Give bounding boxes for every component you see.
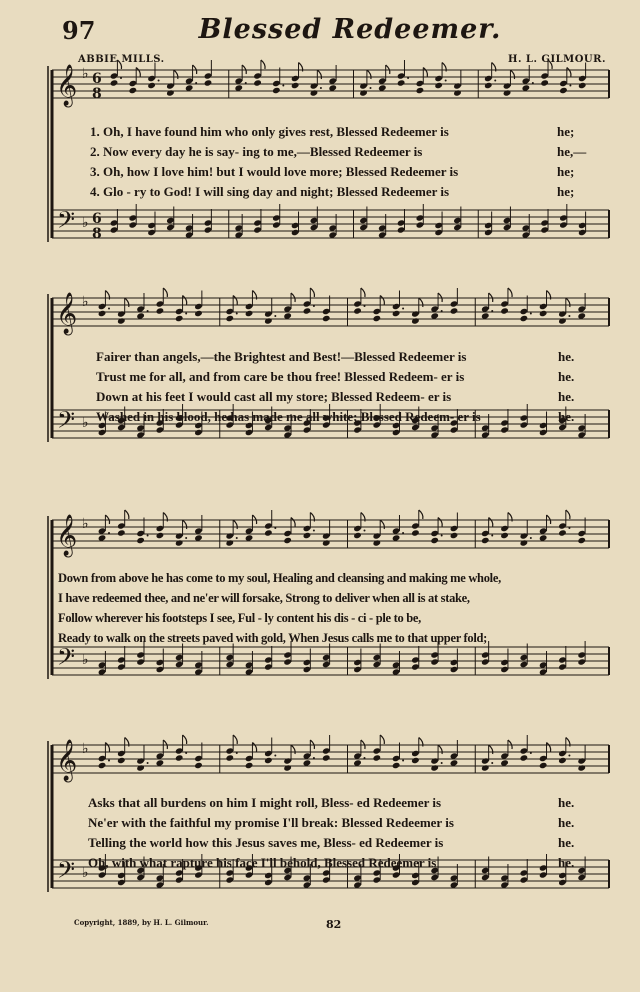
lyric-text: Asks that all burdens on him I might roll, Bless- ed Redeemer is	[88, 795, 442, 810]
note-head	[322, 754, 331, 761]
note-head	[558, 757, 567, 764]
lyric-text: Ready to walk on the streets paved with gold, When Jesus calls me to that upper fold;	[58, 631, 488, 645]
lyric-end-word: he;	[557, 164, 575, 179]
lyric-text: 1. Oh, I have found him who only gives rest, Blessed Redeemer is	[90, 124, 449, 139]
note-head	[283, 537, 292, 544]
note-head	[129, 87, 138, 94]
lyric-line	[88, 815, 454, 831]
time-signature-icon: 8	[92, 86, 102, 102]
note-head	[450, 307, 459, 314]
note-head	[136, 764, 145, 771]
treble-key-flat-icon: ♭	[82, 294, 89, 310]
lyric-line	[58, 631, 487, 646]
note-head	[264, 757, 273, 764]
bass-key-flat-icon: ♭	[82, 652, 89, 668]
lyric-text: Ne'er with the faithful my promise I'll break: Blessed Redeemer is	[88, 815, 454, 830]
hymn-number: 97	[62, 16, 96, 45]
lyric-line	[58, 571, 501, 586]
note-head	[98, 310, 107, 317]
note-head	[450, 532, 459, 539]
treble-key-flat-icon: ♭	[82, 66, 89, 82]
time-signature-icon: 6	[92, 211, 102, 227]
lyric-line	[96, 389, 451, 405]
lyric-text: I have redeemed thee, and ne'er will forsake, Strong to deliver when all is at stake,	[58, 591, 470, 605]
note-head	[204, 79, 213, 86]
note-head	[434, 82, 443, 89]
lyric-text: Follow wherever his footsteps I see, Ful - ly content his dis - ci - ple to be,	[58, 611, 421, 625]
note-head	[166, 89, 175, 96]
note-head	[558, 317, 567, 324]
note-head	[156, 532, 165, 539]
copyright-notice: Copyright, 1889, by H. L. Gilmour.	[74, 918, 209, 927]
lyric-line	[58, 591, 470, 606]
note-head	[175, 315, 184, 322]
note-head	[411, 317, 420, 324]
note-head	[136, 537, 145, 544]
lyric-line	[90, 184, 449, 200]
note-head	[303, 532, 312, 539]
treble-clef-icon: 𝄞	[56, 293, 78, 334]
note-head	[245, 310, 254, 317]
lyric-end-word: he.	[558, 835, 575, 850]
note-head	[264, 317, 273, 324]
lyric-text: Trust me for all, and from care be thou free! Blessed Redeem- er is	[96, 369, 465, 384]
lyric-line	[90, 164, 458, 180]
note-head	[392, 762, 401, 769]
lyric-end-word: he.	[558, 795, 575, 810]
note-head	[359, 89, 368, 96]
note-head	[322, 315, 331, 322]
note-head	[539, 762, 548, 769]
treble-clef-icon: 𝄞	[56, 740, 78, 781]
note-head	[283, 764, 292, 771]
note-head	[559, 87, 568, 94]
poet-credit: ABBIE MILLS.	[78, 54, 165, 65]
note-head	[373, 539, 382, 546]
note-head	[500, 532, 509, 539]
note-head	[194, 762, 203, 769]
note-head	[253, 79, 262, 86]
note-head	[291, 82, 300, 89]
lyric-text: Oh, with what rapture his face I'll behold, Blessed Redeemer is	[88, 855, 437, 870]
note-head	[194, 310, 203, 317]
note-head	[225, 754, 234, 761]
note-head	[117, 529, 126, 536]
note-head	[484, 82, 493, 89]
treble-key-flat-icon: ♭	[82, 516, 89, 532]
note-head	[540, 79, 549, 86]
lyric-text: 2. Now every day he is say- ing to me,—Blessed Redeemer is	[90, 144, 423, 159]
treble-key-flat-icon: ♭	[82, 741, 89, 757]
lyric-text: Down from above he has come to my soul, Healing and cleansing and making me whole,	[58, 571, 501, 585]
note-head	[117, 757, 126, 764]
lyric-line	[58, 611, 421, 626]
note-head	[98, 762, 107, 769]
note-head	[147, 82, 156, 89]
note-head	[520, 315, 529, 322]
lyric-text: Down at his feet I would cast all my store; Blessed Redeem- er is	[96, 389, 452, 404]
note-head	[303, 307, 312, 314]
note-head	[577, 537, 586, 544]
note-head	[481, 764, 490, 771]
note-head	[264, 529, 273, 536]
lyric-line	[96, 409, 481, 425]
bass-clef-icon: 𝄢	[57, 856, 76, 889]
hymn-title: Blessed Redeemer.	[198, 14, 502, 45]
lyric-line	[88, 795, 441, 811]
lyric-end-word: he,—	[557, 144, 587, 159]
note-head	[503, 89, 512, 96]
note-head	[156, 307, 165, 314]
lyric-line	[96, 349, 466, 365]
lyric-line	[88, 835, 443, 851]
bass-clef-icon: 𝄢	[57, 643, 76, 676]
note-head	[577, 764, 586, 771]
note-head	[175, 539, 184, 546]
note-head	[310, 89, 319, 96]
note-head	[416, 87, 425, 94]
note-head	[373, 754, 382, 761]
lyric-line	[90, 144, 422, 160]
lyric-text: 4. Glo - ry to God! I will sing day and night; Blessed Redeemer is	[90, 184, 450, 199]
note-head	[117, 317, 126, 324]
lyric-text: 3. Oh, how I love him! but I would love more; Blessed Redeemer is	[90, 164, 459, 179]
note-head	[175, 754, 184, 761]
lyric-end-word: he.	[558, 369, 575, 384]
treble-clef-icon: 𝄞	[56, 65, 78, 106]
lyric-end-word: he;	[557, 184, 575, 199]
lyric-end-word: he.	[558, 815, 575, 830]
lyric-end-word: he.	[558, 349, 575, 364]
note-head	[578, 82, 587, 89]
note-head	[225, 315, 234, 322]
lyric-end-word: he;	[557, 124, 575, 139]
note-head	[453, 89, 462, 96]
note-head	[225, 539, 234, 546]
lyric-line	[88, 855, 436, 871]
lyric-text: Telling the world how this Jesus saves me, Bless- ed Redeemer is	[88, 835, 444, 850]
composer-credit: H. L. GILMOUR.	[508, 54, 606, 65]
note-head	[272, 87, 281, 94]
lyric-line	[96, 369, 464, 385]
bass-staff	[52, 647, 609, 675]
note-head	[245, 762, 254, 769]
lyric-end-word: he.	[558, 855, 575, 870]
note-head	[322, 539, 331, 546]
bass-key-flat-icon: ♭	[82, 215, 89, 231]
note-head	[430, 764, 439, 771]
lyric-end-word: he.	[558, 409, 575, 424]
time-signature-icon: 8	[92, 226, 102, 242]
note-head	[397, 79, 406, 86]
note-head	[373, 315, 382, 322]
page-number: 82	[326, 918, 342, 931]
lyric-text: Fairer than angels,—the Brightest and Best!—Blessed Redeemer is	[96, 349, 467, 364]
note-head	[353, 307, 362, 314]
bass-key-flat-icon: ♭	[82, 415, 89, 431]
lyric-end-word: he.	[558, 389, 575, 404]
note-head	[411, 529, 420, 536]
note-head	[500, 307, 509, 314]
note-head	[481, 537, 490, 544]
lyric-line	[90, 124, 449, 140]
note-head	[110, 79, 119, 86]
bass-clef-icon: 𝄢	[57, 406, 76, 439]
bass-key-flat-icon: ♭	[82, 865, 89, 881]
note-head	[520, 539, 529, 546]
note-head	[411, 757, 420, 764]
time-signature-icon: 6	[92, 71, 102, 87]
note-head	[539, 310, 548, 317]
note-head	[392, 310, 401, 317]
bass-clef-icon: 𝄢	[57, 206, 76, 239]
note-head	[558, 529, 567, 536]
treble-clef-icon: 𝄞	[56, 515, 78, 556]
note-head	[353, 532, 362, 539]
note-head	[430, 537, 439, 544]
lyric-text: Washed in his blood, he has made me all white; Blessed Redeem- er is	[96, 409, 481, 424]
note-head	[520, 754, 529, 761]
